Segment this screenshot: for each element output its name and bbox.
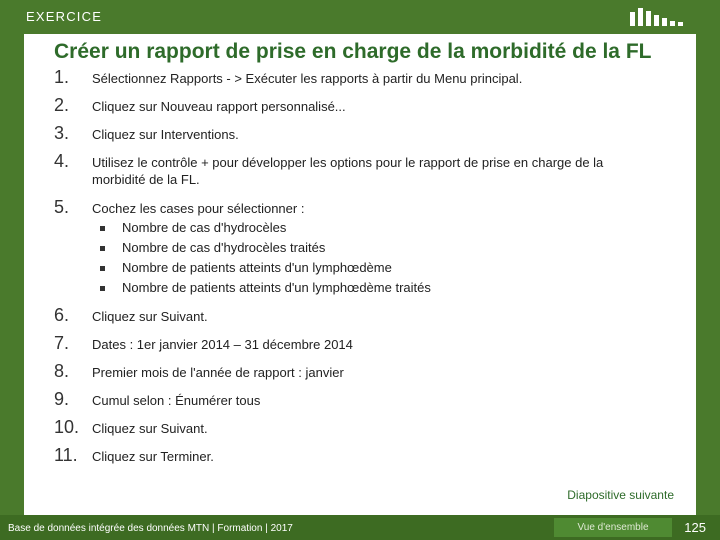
next-slide-link[interactable]: Diapositive suivante	[567, 488, 674, 502]
step-number: 4.	[54, 151, 70, 171]
step-text: Premier mois de l'année de rapport : janvier	[92, 365, 344, 380]
step-text: Sélectionnez Rapports - > Exécuter les rapports à partir du Menu principal.	[92, 71, 523, 86]
step-number: 6.	[54, 305, 70, 325]
page-title: Créer un rapport de prise en charge de la morbidité de la FL	[54, 40, 652, 63]
step-number: 7.	[54, 333, 70, 353]
bullet-icon	[100, 246, 105, 251]
footer-bar	[0, 515, 720, 540]
step-text: Cliquez sur Nouveau rapport personnalisé...	[92, 99, 346, 114]
step-number: 11.	[54, 445, 78, 465]
step-number: 8.	[54, 361, 70, 381]
step-text: Utilisez le contrôle + pour développer les options pour le rapport de prise en charge de la morbidité de la FL.	[92, 155, 604, 187]
step-text: Cochez les cases pour sélectionner :	[92, 201, 305, 216]
top-bar	[0, 0, 720, 34]
step-number: 1.	[54, 67, 70, 87]
footer-text: Base de données intégrée des données MTN | Formation | 2017	[8, 523, 293, 534]
step-number: 5.	[54, 197, 70, 217]
exercice-label: EXERCICE	[26, 9, 103, 24]
content-panel: Créer un rapport de prise en charge de la morbidité de la FL 1. Sélectionnez Rapports - > Exécuter les rapports à partir du Menu principal. 2. Cliquez sur Nouveau rapport personnalisé... 3. Cliquez sur Interventions. 4. Utilisez le contrôle + pour développer les options pour le rapport de prise en charge de la morbidité de la FL. 5. Cochez les cases pour sélectionner : Nombre de cas d'hydrocèles Nombre de cas d'hydrocèles traités Nombre de patients atteints d'un lymphœdème Nombre de patients atteints d'un lymphœdème traités 6. Cliquez sur Suivant. 7. Dates : 1er janvier 2014 – 31 décembre 2014 8. Premier mois de l'année de rapport : janvier 9. Cumul selon : Énumérer tous 10. Cliquez sur Suivant. 11. Cliquez sur Terminer. Diapositive suivante	[24, 34, 696, 515]
step-text: Cumul selon : Énumérer tous	[92, 393, 261, 408]
bullet-icon	[100, 226, 105, 231]
bullet-icon	[100, 266, 105, 271]
step-number: 3.	[54, 123, 70, 143]
step-number: 2.	[54, 95, 70, 115]
step-text: Cliquez sur Terminer.	[92, 449, 214, 464]
page-number: 125	[684, 520, 706, 535]
step-text: Dates : 1er janvier 2014 – 31 décembre 2014	[92, 337, 353, 352]
step-number: 10.	[54, 417, 80, 437]
overview-button[interactable]: Vue d'ensemble	[554, 518, 672, 537]
logo-icon	[628, 6, 698, 28]
bullet-icon	[100, 286, 105, 291]
step-text: Cliquez sur Suivant.	[92, 421, 208, 436]
step-text: Cliquez sur Interventions.	[92, 127, 239, 142]
step-number: 9.	[54, 389, 70, 409]
step-text: Cliquez sur Suivant.	[92, 309, 208, 324]
